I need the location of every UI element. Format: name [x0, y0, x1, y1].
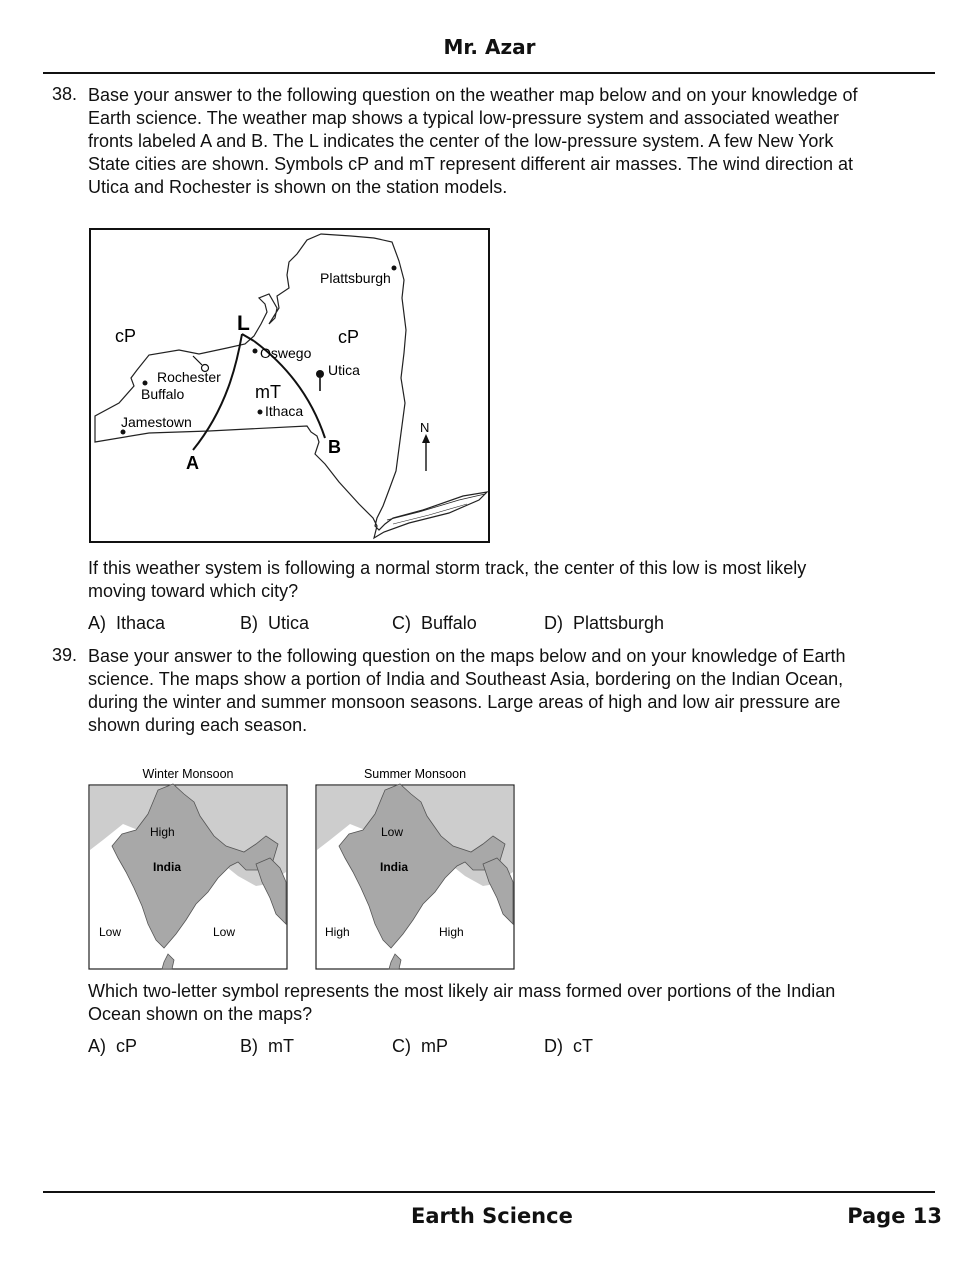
utica-station-model [316, 370, 324, 378]
choice-text: Plattsburgh [573, 613, 665, 633]
label-mt: mT [255, 382, 281, 402]
answer-choice[interactable] [544, 1036, 593, 1057]
choice-text: cT [573, 1036, 593, 1056]
jamestown-dot [121, 430, 126, 435]
choice-letter: A) [88, 1036, 106, 1056]
label-plattsburgh: Plattsburgh [320, 270, 391, 286]
question-number: 39. [52, 645, 78, 665]
oswego-dot [253, 349, 258, 354]
label-rochester: Rochester [157, 369, 221, 385]
question-intro: Base your answer to the following question on the maps below and on your knowledge of Earth science. The maps show a portion of India and Southeast Asia, bordering on the Indian Ocean, during the winter and summer monsoon seasons. Large areas of high and low air pressure are shown during each season. [88, 646, 846, 735]
north-label: N [420, 420, 430, 435]
choice-letter: D) [544, 1036, 563, 1056]
land-pressure-label: Low [381, 825, 404, 839]
right-ocean-pressure-label: Low [213, 925, 236, 939]
question-intro: Base your answer to the following question on the weather map below and on your knowledge of Earth science. The weather map shows a typical low-pressure system and associated weather fronts labeled A and B. The L indicates the center of the low-pressure system. A few New York State cities are shown. Symbols cP and mT represent different air masses. The wind direction at Utica and Rochester is shown on the station models. [88, 85, 858, 197]
front-a-label: A [186, 453, 199, 473]
winter-monsoon-map [88, 764, 289, 971]
choice-text: Utica [268, 613, 310, 633]
footer-divider [43, 1191, 935, 1193]
question-stem: Which two-letter symbol represents the most likely air mass formed over portions of the Indian Ocean shown on the maps? [88, 981, 836, 1024]
country-label: India [153, 860, 182, 874]
question-stem: If this weather system is following a normal storm track, the center of this low is most likely moving toward which city? [88, 558, 807, 601]
choice-letter: B) [240, 1036, 258, 1056]
left-ocean-pressure-label: High [325, 925, 350, 939]
header-divider [43, 72, 935, 74]
page-number: Page 13 [847, 1204, 942, 1228]
choice-text: mT [268, 1036, 294, 1056]
label-oswego: Oswego [260, 345, 312, 361]
country-label: India [380, 860, 409, 874]
label-buffalo: Buffalo [141, 386, 185, 402]
answer-choice[interactable] [392, 613, 477, 634]
front-b-label: B [328, 437, 341, 457]
map-title: Winter Monsoon [142, 767, 234, 781]
summer-monsoon-map [315, 764, 516, 971]
answer-choice[interactable] [240, 613, 309, 634]
land-pressure-label: High [150, 825, 175, 839]
choice-letter: D) [544, 613, 563, 633]
map-title: Summer Monsoon [363, 767, 467, 781]
answer-choice[interactable] [88, 1036, 137, 1057]
choice-letter: A) [88, 613, 106, 633]
right-ocean-pressure-label: High [439, 925, 464, 939]
choice-letter: C) [392, 1036, 411, 1056]
low-pressure-center: L [237, 312, 250, 335]
page-header-title: Mr. Azar [443, 35, 536, 59]
ithaca-dot [258, 410, 263, 415]
answer-choice[interactable] [240, 1036, 294, 1057]
footer-subject: Earth Science [411, 1204, 573, 1228]
answer-choice[interactable] [392, 1036, 448, 1057]
choice-text: Ithaca [116, 613, 166, 633]
label-cp-west: cP [115, 326, 137, 346]
label-utica: Utica [328, 362, 360, 378]
choice-letter: C) [392, 613, 411, 633]
new-york-weather-map [89, 228, 491, 544]
buffalo-dot [143, 381, 148, 386]
label-cp-east: cP [338, 327, 360, 347]
question-number: 38. [52, 84, 78, 104]
choice-letter: B) [240, 613, 258, 633]
label-ithaca: Ithaca [265, 403, 304, 419]
plattsburgh-dot [392, 266, 397, 271]
choice-text: Buffalo [421, 613, 477, 633]
choice-text: mP [421, 1036, 448, 1056]
label-jamestown: Jamestown [121, 414, 192, 430]
left-ocean-pressure-label: Low [99, 925, 122, 939]
choice-text: cP [116, 1036, 138, 1056]
answer-choice[interactable] [544, 613, 664, 634]
answer-choice[interactable] [88, 613, 165, 634]
